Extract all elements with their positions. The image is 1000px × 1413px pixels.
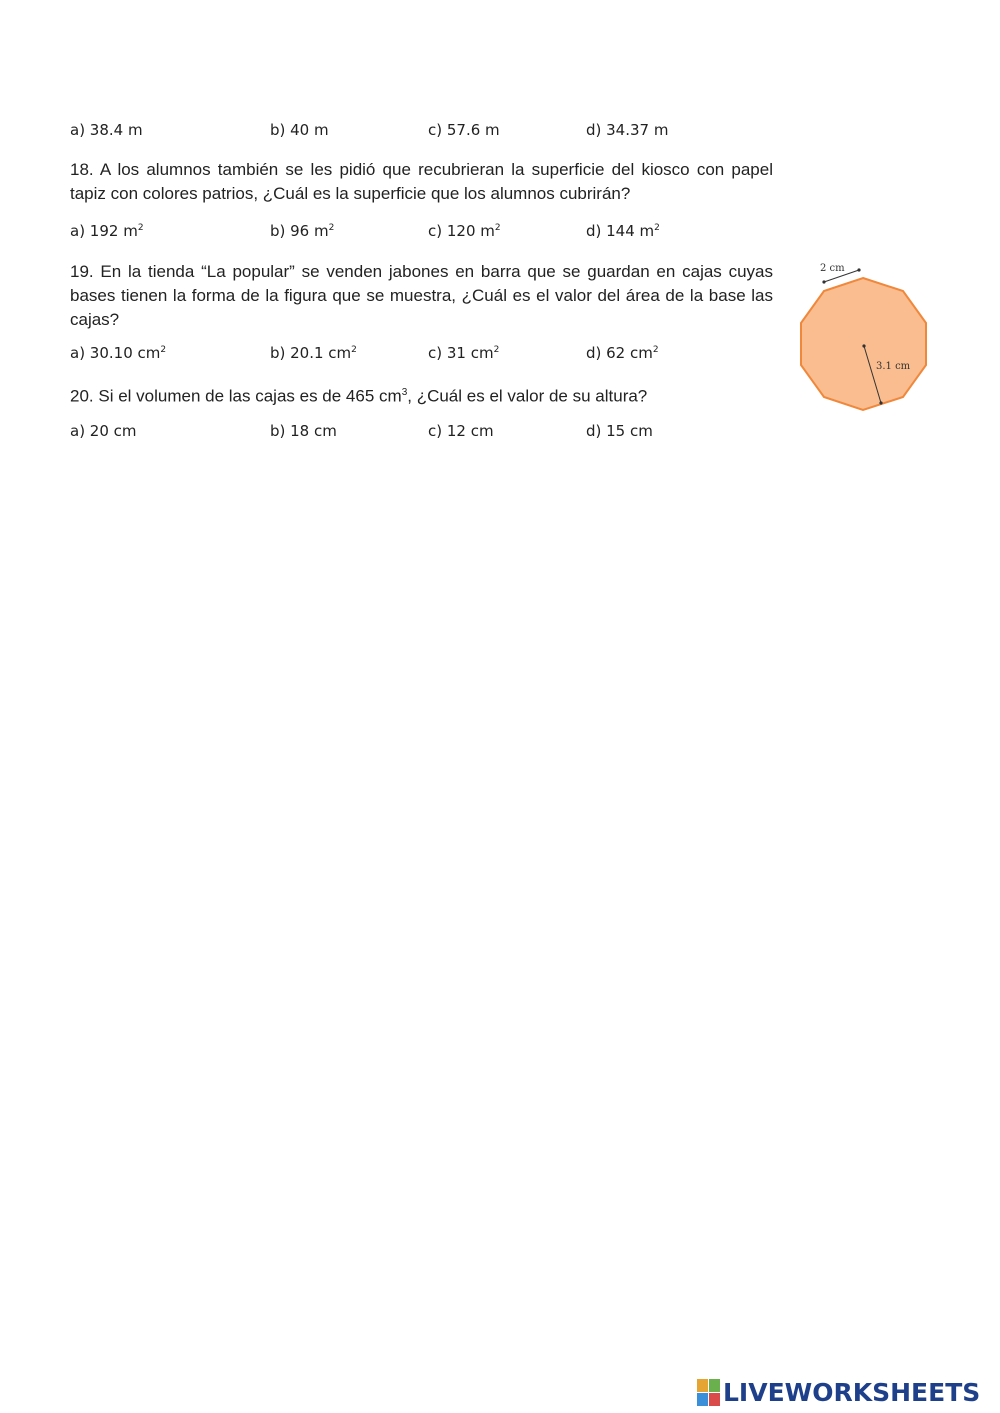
q18-text: 18. A los alumnos también se les pidió que recubrieran la superficie del kiosco con papel tapiz con colores patrios, ¿Cuál es la superficie que los alumnos cubrirán? — [70, 160, 773, 203]
q19-option-c[interactable]: c) 31 $cm^2$ — [428, 344, 500, 362]
liveworksheets-wordmark: LIVEWORKSHEETS — [723, 1378, 981, 1407]
side-length-label: 2 cm — [820, 263, 845, 274]
q17-option-d[interactable]: d) 34.37 m — [586, 121, 669, 139]
q19-option-b[interactable]: b) 20.1 $cm^2$ — [270, 344, 357, 362]
side-measure-dot-right — [857, 268, 860, 271]
q19-options — [70, 344, 790, 368]
q18-option-b[interactable]: b) 96 $m^2$ — [270, 222, 335, 240]
liveworksheets-logo — [697, 1378, 997, 1408]
side-measure-dot-left — [822, 280, 825, 283]
apothem-dot-center — [862, 344, 865, 347]
q19-text: 19. En la tienda “La popular” se venden jabones en barra que se guardan en cajas cuyas bases tienen la forma de la figura que se muestra, ¿Cuál es el valor del área de la base las cajas? — [70, 262, 773, 329]
apothem-label: 3.1 cm — [876, 361, 911, 372]
apothem-dot-edge — [879, 401, 882, 404]
q20-option-b[interactable]: b) 18 cm — [270, 422, 337, 440]
q20-text: 20. Si el volumen de las cajas es de 465 $cm^3$, ¿Cuál es el valor de su altura? — [70, 386, 648, 406]
q18-options — [70, 222, 790, 246]
q19-option-d[interactable]: d) 62 $cm^2$ — [586, 344, 659, 362]
q18-option-c[interactable]: c) 120 $m^2$ — [428, 222, 501, 240]
q18-option-d[interactable]: d) 144 $m^2$ — [586, 222, 660, 240]
q20-option-d[interactable]: d) 15 cm — [586, 422, 653, 440]
q17-option-c[interactable]: c) 57.6 m — [428, 121, 500, 139]
q17-option-a[interactable]: a) 38.4 m — [70, 121, 143, 139]
q20-option-c[interactable]: c) 12 cm — [428, 422, 494, 440]
liveworksheets-cube-icon — [697, 1379, 721, 1407]
decagon-figure — [795, 255, 935, 420]
decagon-shape — [801, 278, 926, 410]
q20-option-a[interactable]: a) 20 cm — [70, 422, 137, 440]
q19-option-a[interactable]: a) 30.10 $cm^2$ — [70, 344, 167, 362]
q20-options — [70, 422, 790, 446]
q18-option-a[interactable]: a) 192 $m^2$ — [70, 222, 144, 240]
q17-option-b[interactable]: b) 40 m — [270, 121, 329, 139]
q17-options — [70, 121, 790, 145]
